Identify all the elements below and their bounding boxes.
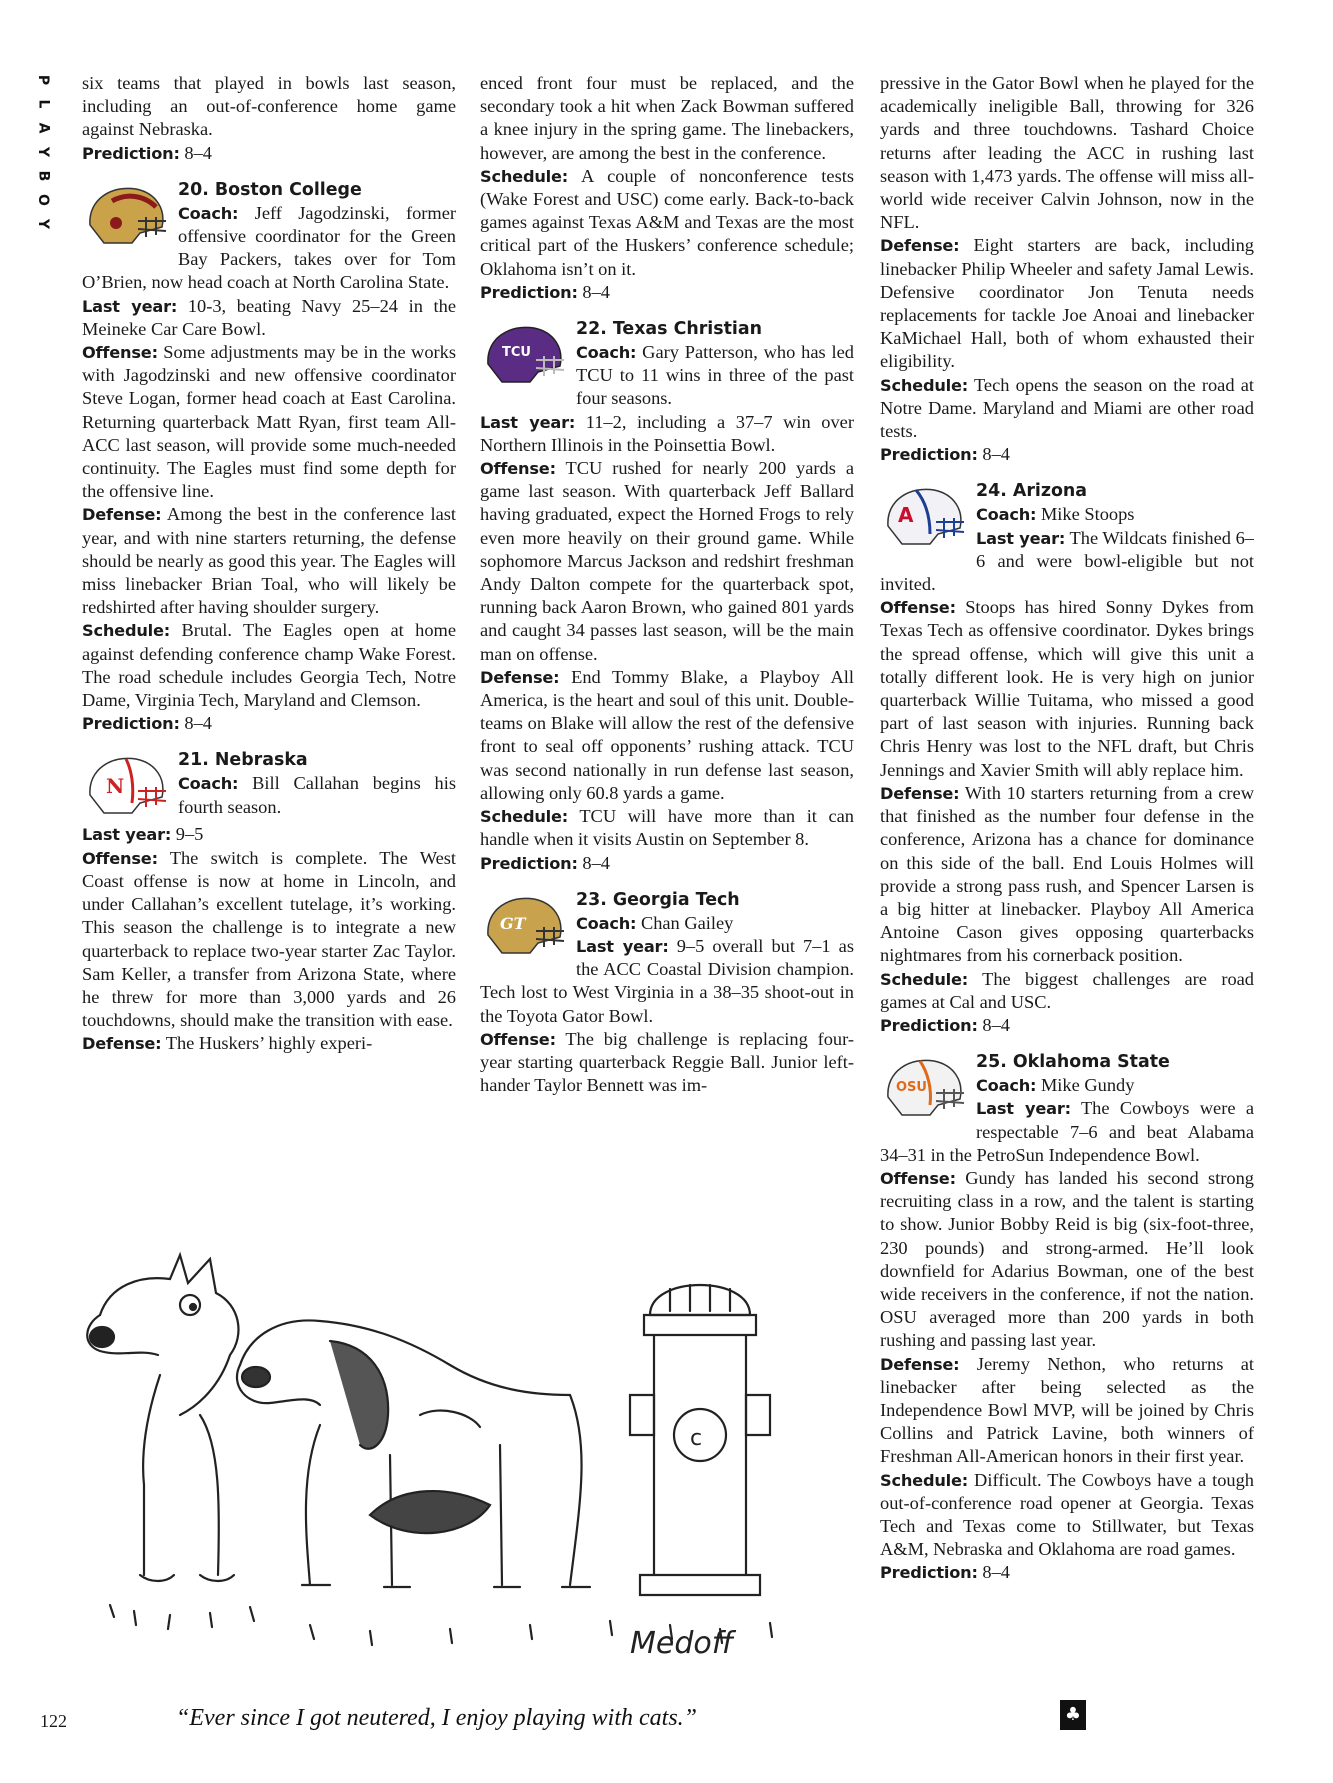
coach-line [976, 1075, 1134, 1095]
last-year [82, 823, 456, 846]
label: Offense: [82, 343, 158, 363]
prediction-value: 8–4 [184, 142, 212, 163]
coach-value: Mike Gundy [1040, 1075, 1135, 1096]
value: Stoops has hired Sonny Dykes from Texas Tech as offensive coordinator. Dykes brings the spread offense, which will give this unit a totally different look. He is very high on junior quarterback Willie Tuitama, who missed a good part of last season with injuries. Running back Chris Henry was lost to the NFL draft, but Chris Jennings and Xavier Smith will ably replace him. [880, 597, 1254, 780]
coach-value: Jeff Jagodzinski, former offensive coordinator for the Green Bay Packers, takes over for Tom O’Brien, now head coach at North Carolina State. [82, 202, 456, 293]
last-year [480, 411, 854, 457]
schedule [480, 165, 854, 281]
defense [82, 503, 456, 619]
value: Among the best in the conference last year, and with nine starters returning, the defense should be nearly as good this year. The Eagles will miss linebacker Brian Toal, who will likely be redshirted after having shoulder surgery. [82, 504, 456, 618]
team-header [82, 749, 456, 823]
value: The big challenge is replacing four-year starting quarterback Reggie Ball. Junior left-hander Taylor Bennett was im- [480, 1028, 854, 1096]
svg-text:N: N [106, 774, 125, 799]
value: End Tommy Blake, a Playboy All America, is the heart and soul of this unit. Double-teams on Blake will allow the rest of the defensive front to seal off opponents’ rushing attack. TCU was second nationally in run defense last season, allowing only 60.8 yards a game. [480, 666, 854, 803]
side-letter: Y [34, 146, 51, 158]
label: Prediction: [880, 1015, 978, 1035]
team-texas-christian [480, 318, 854, 875]
side-letter: Y [34, 218, 51, 230]
label: Prediction: [880, 1563, 978, 1583]
svg-text:TCU: TCU [502, 345, 531, 361]
value: 8–4 [982, 1014, 1010, 1035]
oklahoma-state-helmet-icon [880, 1053, 968, 1123]
svg-text:GT: GT [500, 913, 526, 933]
label: Prediction: [480, 282, 578, 302]
last-year [82, 295, 456, 341]
value: TCU rushed for nearly 200 yards a game last season. With quarterback Jeff Ballard having graduated, expect the Horned Frogs to rely even more heavily on their ground game. While sophomore Marcus Jackson and redshirt freshman Andy Dalton compete for the quarterback spot, running back Aaron Brown, who gained 801 yards and caught 34 passes last season, will be the main man on offense. [480, 458, 854, 664]
label: Schedule: [880, 375, 969, 395]
team-title: 25. Oklahoma State [976, 1052, 1170, 1073]
coach-value: Mike Stoops [1040, 504, 1135, 525]
svg-text:A: A [898, 503, 914, 528]
defense [880, 782, 1254, 968]
label: Defense: [880, 783, 960, 803]
cartoon-caption: “Ever since I got neutered, I enjoy playing with cats.” [176, 1705, 698, 1731]
value: 8–4 [982, 1562, 1010, 1583]
value: 8–4 [184, 713, 212, 734]
defense [480, 666, 854, 805]
team-header [880, 1051, 1254, 1167]
prediction [82, 712, 456, 735]
team-title: 20. Boston College [178, 179, 362, 200]
label: Defense: [82, 1034, 162, 1054]
label: Coach: [576, 343, 637, 363]
schedule [880, 374, 1254, 444]
defense [82, 1032, 456, 1055]
prediction [880, 1561, 1254, 1584]
team-nebraska [82, 749, 456, 1055]
defense [880, 234, 1254, 373]
cartoon-dogs-hydrant [70, 1245, 870, 1685]
team-header [82, 179, 456, 295]
label: Prediction: [82, 143, 180, 163]
label: Last year: [480, 412, 576, 432]
prediction [480, 852, 854, 875]
value: 8–4 [582, 281, 610, 302]
column-1 [82, 72, 456, 1056]
label: Defense: [880, 236, 960, 256]
label: Prediction: [480, 853, 578, 873]
value: Difficult. The Cowboys have a tough out-of-conference road opener at Georgia. Texas Tech and Texas come to Stillwater, but Texas A&M, Nebraska and Oklahoma are road games. [880, 1469, 1254, 1560]
svg-text:OSU: OSU [896, 1080, 927, 1096]
intro-text: six teams that played in bowls last season, including an out-of-conference home game against Nebraska. [82, 73, 456, 140]
label: Offense: [480, 459, 556, 479]
label: Last year: [976, 528, 1066, 548]
value: The Huskers’ highly experi- [165, 1033, 373, 1054]
label: Offense: [880, 598, 956, 618]
coach-line [178, 773, 456, 816]
team-oklahoma-state [880, 1051, 1254, 1584]
column-3 [880, 72, 1254, 1585]
team-georgia-tech [480, 889, 854, 1098]
label: Schedule: [880, 1470, 969, 1490]
value: 9–5 [175, 824, 204, 845]
team-header [880, 480, 1254, 596]
intro-prediction [82, 142, 456, 165]
label: Schedule: [480, 807, 569, 827]
value: Gundy has landed his second strong recruiting class in a row, and the talent is starting to show. Junior Bobby Reid is big (six-foot-three, 230 pounds) and strong-armed. He’ll look downfield for Adarius Bowman, one of the best wide receivers in the conference, if not the nation. OSU averaged more than 200 yards in both rushing and passing last year. [880, 1167, 1254, 1351]
label: Last year: [576, 936, 669, 956]
value: Jeremy Nethon, who returns at linebacker after being selected as the Independence Bowl MVP, will be joined by Chris Collins and Patrick Lavine, both winners of Freshman All-American honors in their first year. [880, 1353, 1254, 1467]
schedule [880, 968, 1254, 1014]
label: Schedule: [880, 969, 969, 989]
team-arizona [880, 480, 1254, 1037]
team-header [480, 889, 854, 1028]
coach-line [576, 342, 854, 408]
label: Prediction: [880, 445, 978, 465]
tcu-helmet-icon [480, 320, 568, 390]
value: The biggest challenges are road games at Cal and USC. [880, 968, 1254, 1012]
nebraska-helmet-icon [82, 751, 170, 821]
arizona-helmet-icon [880, 482, 968, 552]
boston-college-helmet-icon [82, 181, 170, 251]
value: The Cowboys were a respectable 7–6 and beat Alabama 34–31 in the PetroSun Independence Bowl. [880, 1098, 1254, 1165]
prediction [880, 1014, 1254, 1037]
coach-value: Gary Patterson, who has led TCU to 11 wins in three of the past four seasons. [576, 342, 854, 409]
side-letter: A [35, 122, 51, 134]
team-title: 24. Arizona [976, 481, 1088, 502]
label: Schedule: [82, 621, 171, 641]
label: Defense: [880, 1354, 960, 1374]
label: Coach: [178, 203, 239, 223]
label: Coach: [976, 1076, 1037, 1096]
schedule [480, 805, 854, 851]
offense [480, 1028, 854, 1098]
label: Prediction: [82, 714, 180, 734]
value: 8–4 [982, 444, 1010, 465]
right-dog-drawing [237, 1320, 612, 1645]
schedule [82, 619, 456, 712]
label: Last year: [82, 296, 178, 316]
value: Eight starters are back, including linebacker Philip Wheeler and safety Jamal Lewis. Defensive coordinator Jon Tenuta needs replacements for tackle Joe Anoai and linebacker KaMichael Hall, both of whom exhausted their eligibility. [880, 235, 1254, 372]
offense [82, 847, 456, 1033]
georgia-tech-helmet-icon [480, 891, 568, 961]
offense [480, 457, 854, 666]
side-letter: P [34, 74, 51, 86]
value: TCU will have more than it can handle when it visits Austin on September 8. [480, 806, 854, 850]
fire-hydrant-drawing [630, 1285, 772, 1643]
schedule [880, 1469, 1254, 1562]
nebraska-continued: enced front four must be replaced, and the secondary took a hit when Zack Bowman suffered a knee injury in the spring game. The linebackers, however, are among the best in the conference. [480, 73, 854, 163]
value: With 10 starters returning from a crew that finished as the number four defense in the conference, Arizona has a chance for dominance on this side of the ball. End Louis Holmes will provide a strong pass rush, and Spencer Larsen is a big hitter at linebacker. Playboy All America Antoine Cason gives opposing quarterbacks nightmares from his cornerback position. [880, 782, 1254, 966]
value: The Wildcats finished 6–6 and were bowl-eligible but not invited. [880, 527, 1254, 595]
team-title: 23. Georgia Tech [576, 889, 740, 910]
cartoonist-signature: Medoff [630, 1626, 734, 1661]
prediction [880, 443, 1254, 466]
team-title: 22. Texas Christian [576, 319, 762, 340]
offense [880, 596, 1254, 782]
value: Some adjustments may be in the works with Jagodzinski and new offensive coordinator Steve Logan, former head coach at East Carolina. Returning quarterback Matt Ryan, first team All-ACC last season, will provide some much-needed continuity. The Eagles must find some depth for the offensive line. [82, 342, 456, 502]
page-number: 122 [40, 1711, 67, 1731]
label: Schedule: [480, 166, 569, 186]
label: Last year: [976, 1099, 1071, 1119]
team-title: 21. Nebraska [178, 750, 308, 771]
value: 11–2, including a 37–7 win over Northern Illinois in the Poinsettia Bowl. [480, 411, 854, 455]
prediction [480, 281, 854, 304]
team-header [480, 318, 854, 411]
label: Coach: [576, 913, 637, 933]
coach-line [576, 913, 733, 933]
label: Coach: [976, 505, 1037, 525]
value: A couple of nonconference tests (Wake Forest and USC) come early. Back-to-back games against Texas A&M and Texas are the most critical part of the Huskers’ conference schedule; Oklahoma isn’t on it. [480, 165, 854, 279]
playboy-bunny-logo-icon: ♣ [1060, 1700, 1086, 1730]
label: Defense: [480, 667, 560, 687]
team-boston-college [82, 179, 456, 736]
label: Offense: [480, 1029, 556, 1049]
offense [82, 341, 456, 503]
coach-value: Chan Gailey [640, 912, 734, 933]
playboy-side-label [30, 68, 56, 236]
label: Coach: [178, 774, 239, 794]
svg-text:c: c [690, 1426, 703, 1451]
coach-value: Bill Callahan begins his fourth season. [178, 773, 456, 817]
offense [880, 1167, 1254, 1353]
side-letter: B [34, 170, 51, 182]
value: Brutal. The Eagles open at home against defending conference champ Wake Forest. The road schedule includes Georgia Tech, Notre Dame, Virginia Tech, Maryland and Clemson. [82, 620, 456, 711]
label: Defense: [82, 505, 162, 525]
defense [880, 1353, 1254, 1469]
label: Offense: [880, 1168, 956, 1188]
side-letter: L [34, 99, 51, 109]
coach-line [976, 504, 1134, 524]
label: Last year: [82, 825, 172, 845]
value: Tech opens the season on the road at Notre Dame. Maryland and Miami are other road tests. [880, 374, 1255, 442]
value: 10-3, beating Navy 25–24 in the Meineke Car Care Bowl. [82, 295, 456, 339]
left-dog-drawing [87, 1255, 254, 1629]
value: 9–5 overall but 7–1 as the ACC Coastal Division champion. Tech lost to West Virginia in a 38–35 shoot-out in the Toyota Gator Bowl. [480, 935, 854, 1026]
value: The switch is complete. The West Coast offense is now at home in Lincoln, and under Callahan’s excellent tutelage, it’s working. This season the challenge is to integrate a new quarterback to replace two-year starter Zac Taylor. Sam Keller, a transfer from Arizona State, where he threw for more than 3,000 yards and 26 touchdowns, should make the transition with ease. [82, 847, 457, 1031]
value: 8–4 [582, 852, 610, 873]
column-2 [480, 72, 854, 1097]
label: Offense: [82, 848, 158, 868]
side-letter: O [35, 194, 51, 206]
georgia-tech-continued: pressive in the Gator Bowl when he played for the academically ineligible Ball, throwing for 326 yards and three touchdowns. Tashard Choice returns after leading the ACC in rushing last season with 1,473 yards. The offense will miss all-world wide receiver Calvin Johnson, now in the NFL. [880, 73, 1254, 233]
